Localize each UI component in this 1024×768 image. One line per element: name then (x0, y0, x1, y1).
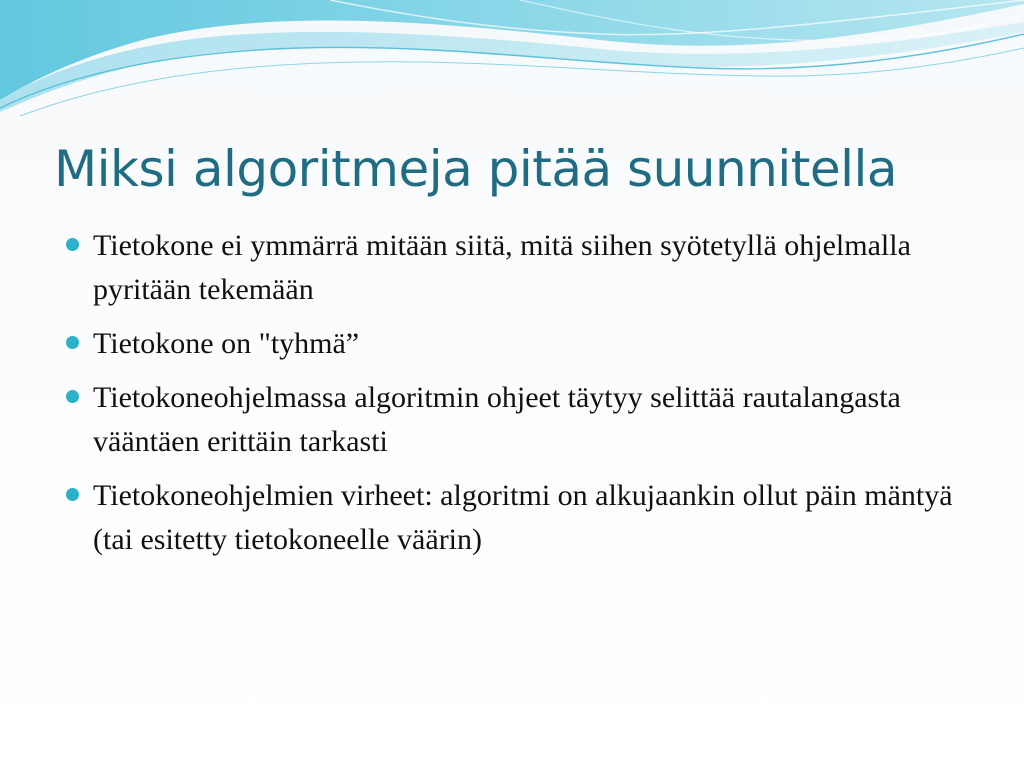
bullet-item (66, 224, 966, 312)
bullet-dot-icon (66, 238, 79, 251)
bullet-dot-icon (66, 336, 79, 349)
bullet-list (66, 224, 966, 572)
slide-title: Miksi algoritmeja pitää suunnitella (54, 140, 898, 198)
bullet-dot-icon (66, 488, 79, 501)
bullet-text: Tietokoneohjelmien virheet: algoritmi on alkujaankin ollut päin mäntyä (tai esitetty tietokoneelle väärin) (93, 479, 953, 556)
bullet-item (66, 474, 966, 562)
bullet-text: Tietokoneohjelmassa algoritmin ohjeet täytyy selittää rautalangasta vääntäen erittäin tarkasti (93, 381, 901, 458)
bullet-dot-icon (66, 390, 79, 403)
bullet-item (66, 322, 966, 366)
bullet-item (66, 376, 966, 464)
bullet-text: Tietokone on "tyhmä” (93, 327, 360, 360)
bullet-text: Tietokone ei ymmärrä mitään siitä, mitä siihen syötetyllä ohjelmalla pyritään tekemään (93, 229, 911, 306)
decorative-wave-header (0, 0, 1024, 130)
